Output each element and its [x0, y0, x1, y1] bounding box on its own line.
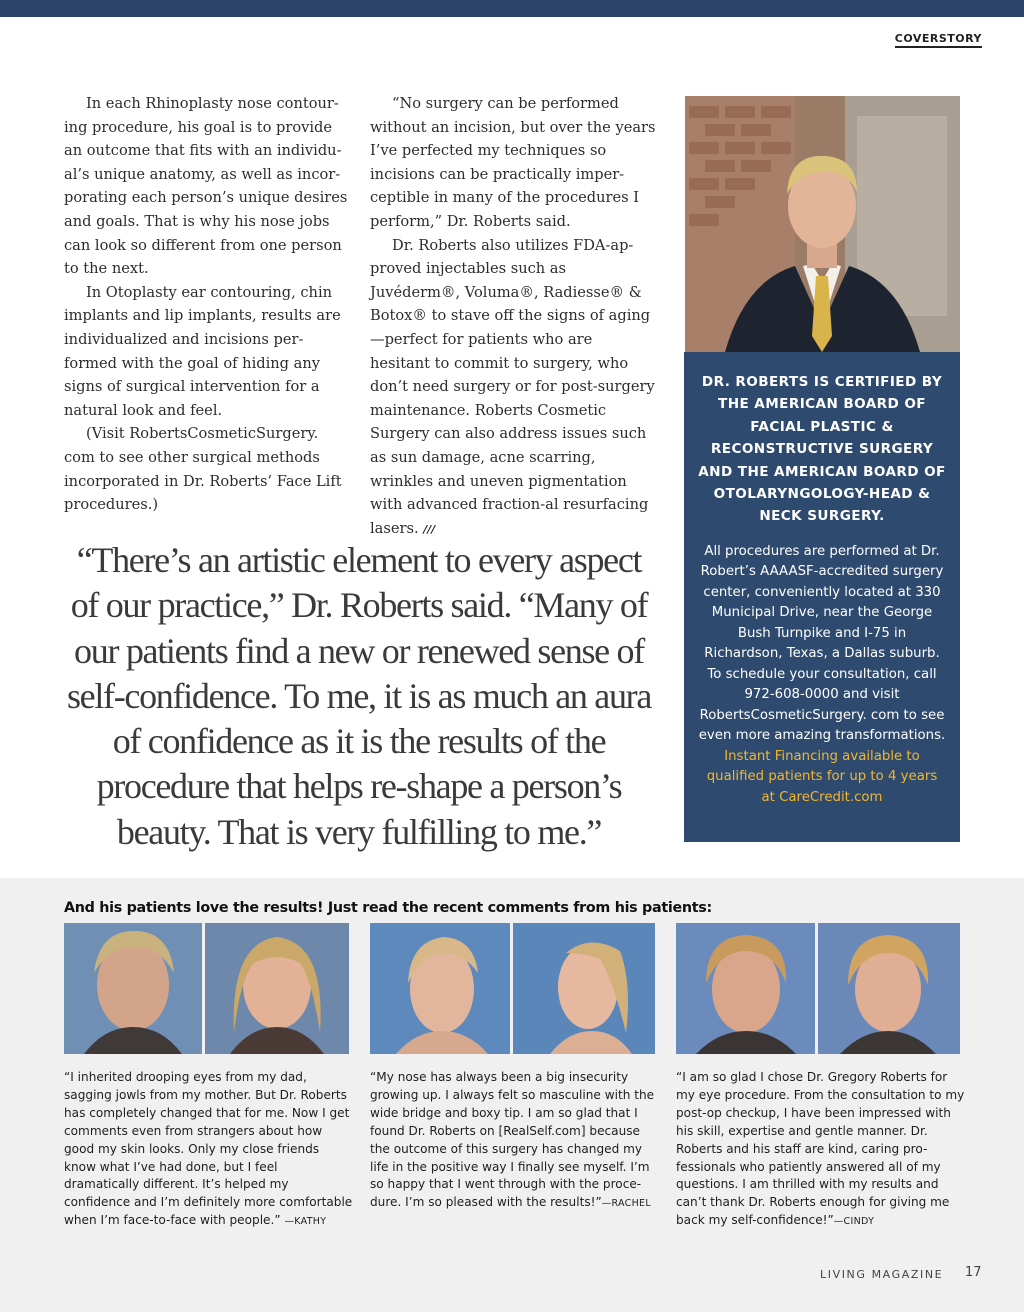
sidebar-body	[698, 542, 946, 809]
testimonial-name: —KATHY	[284, 1216, 327, 1228]
before-after-photo-1	[64, 923, 349, 1054]
sidebar-heading: DR. ROBERTS IS CERTIFIED BY THE AMERICAN BOARD OF FACIAL PLASTIC & RECONSTRUCTIVE SURGERY AND THE AMERICAN BOARD OF OTOLARYNGOLOGY-HEAD & NECK SURGERY.	[698, 374, 946, 525]
financing-highlight: Instant Financing available to qualified patients for up to 4 years at CareCredit.com	[706, 748, 938, 805]
testimonial-2	[370, 1069, 660, 1213]
end-mark: ///	[423, 522, 436, 536]
page-number: 17	[965, 1265, 982, 1280]
article-column-2	[370, 92, 656, 541]
before-after-photo-2	[370, 923, 655, 1054]
sidebar-body-text: All procedures are performed at Dr. Robert’s AAAASF-accredited surgery center, conveniently located at 330 Municipal Drive, near the George Bush Turnpike and I-75 in Richardson, Texas, a Dallas suburb. To schedule your consultation, call 972-608-0000 and visit RobertsCosmeticSurgery. com to see even more amazing transformations.	[698, 543, 946, 744]
before-after-illustration	[370, 923, 655, 1054]
magazine-name: LIVING MAGAZINE	[820, 1268, 944, 1281]
top-color-bar	[0, 0, 1024, 17]
paragraph-text: Dr. Roberts also utilizes FDA-ap-proved injectables such as Juvéderm®, Voluma®, Radiesse® & Botox® to stave off the signs of aging—perfect for patients who are hesitant to commit to surgery, who don’t need surgery or for post-surgery maintenance. Roberts Cosmetic Surgery can also address issues such as sun damage, acne scarring, wrinkles and uneven pigmentation with advanced fraction-al resurfacing lasers.	[370, 236, 655, 537]
paragraph: (Visit RobertsCosmeticSurgery. com to see other surgical methods incorporated in Dr. Roberts’ Face Lift procedures.)	[64, 425, 342, 514]
testimonials-heading: And his patients love the results! Just read the recent comments from his patients:	[64, 900, 712, 916]
testimonial-text: “My nose has always been a big insecurity growing up. I always felt so masculine with the wide bridge and boxy tip. I am so glad that I found Dr. Roberts on [RealSelf.com] because the outcome of this surgery has changed my life in the positive way I finally see myself. I’m so happy that I went through with the proce-dure. I’m so pleased with the results!”	[370, 1070, 655, 1210]
pull-quote: “There’s an artistic element to every aspect of our practice,” Dr. Roberts said. “Many of our patients find a new or renewed sense of self-confidence. To me, it is as much an aura of confidence as it is the results of the procedure that helps re-shape a person’s beauty. That is very fulfilling to me.”	[66, 540, 652, 852]
section-label: COVERSTORY	[895, 32, 982, 48]
article-column-1	[64, 92, 350, 517]
paragraph	[370, 234, 656, 542]
paragraph: “No surgery can be performed without an incision, but over the years I’ve perfected my techniques so incisions can be practically imper-ceptible in many of the procedures I perform,” Dr. Roberts said.	[370, 95, 656, 230]
doctor-portrait-photo	[685, 96, 960, 352]
testimonial-1	[64, 1069, 354, 1231]
before-after-illustration	[64, 923, 349, 1054]
before-after-photo-3	[676, 923, 960, 1054]
testimonial-name: —CINDY	[833, 1216, 875, 1228]
testimonial-3	[676, 1069, 966, 1231]
before-after-illustration	[676, 923, 960, 1054]
certification-sidebar	[684, 352, 960, 842]
testimonial-text: “I inherited drooping eyes from my dad, sagging jowls from my mother. But Dr. Roberts has completely changed that for me. Now I get comments even from strangers about how good my skin looks. Only my close friends know what I’ve had done, but I feel dramatically different. It’s helped my confidence and I’m definitely more comfortable when I’m face-to-face with people.”	[64, 1070, 353, 1228]
testimonial-text: “I am so glad I chose Dr. Gregory Roberts for my eye procedure. From the consultation to my post-op checkup, I have been impressed with his skill, expertise and gentle manner. Dr. Roberts and his staff are kind, caring pro-fessionals who patiently answered all of my questions. I am thrilled with my results and can’t thank Dr. Roberts enough for giving me back my self-confidence!”	[676, 1070, 965, 1228]
testimonial-name: —RACHEL	[601, 1198, 651, 1210]
portrait-illustration	[685, 96, 960, 352]
paragraph: In each Rhinoplasty nose contour-ing procedure, his goal is to provide an outcome that fits with an individu-al’s unique anatomy, as well as incor-porating each person’s unique desires and goals. That is why his nose jobs can look so different from one person to the next.	[64, 95, 348, 278]
paragraph: In Otoplasty ear contouring, chin implants and lip implants, results are individualized and incisions per-formed with the goal of hiding any signs of surgical intervention for a natural look and feel.	[64, 283, 341, 419]
